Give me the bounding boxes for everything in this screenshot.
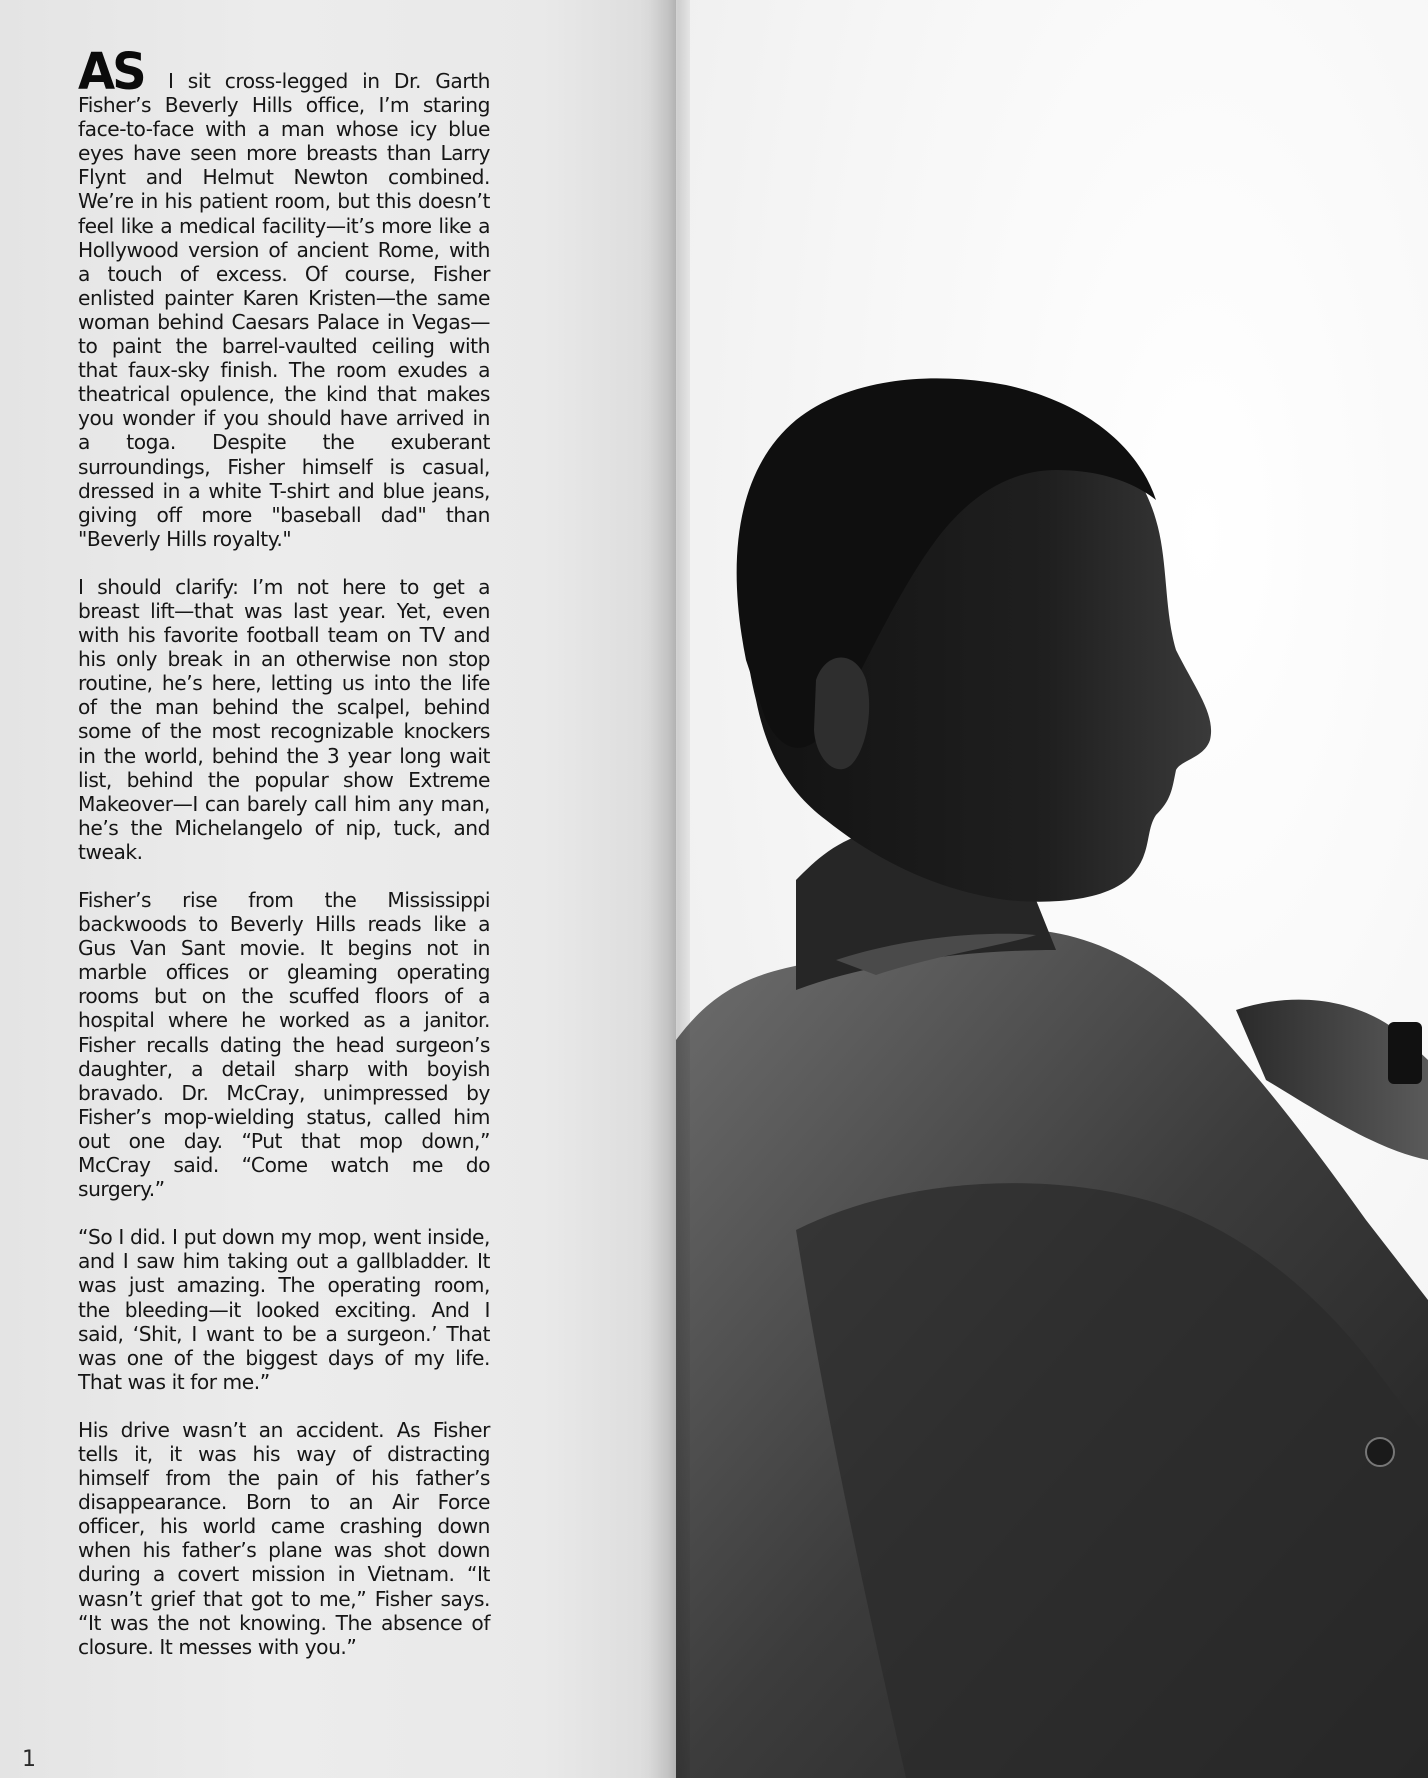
article-paragraph: His drive wasn’t an accident. As Fisher tells it, it was his way of distracting himself from the pain of his father’s disappearance. Born to an Air Force officer, his world came crashing down when his father’s plane was shot down during a covert mission in Vietnam. “It wasn’t grief that got to me,” Fisher says. “It was the not knowing. The absence of closure. It messes with you.” xyxy=(78,1417,490,1659)
page-fold-shadow xyxy=(650,0,690,1778)
article-paragraph: “So I did. I put down my mop, went inside, and I saw him taking out a gallbladder. It was just amazing. The operating room, the bleeding—it looked exciting. And I said, ‘Shit, I want to be a surgeon.’ That was one of the biggest days of my life. That was it for me.” xyxy=(78,1225,490,1394)
drop-cap: AS xyxy=(78,42,144,102)
article-body xyxy=(78,42,490,1683)
portrait-photo xyxy=(676,0,1428,1778)
man-profile-silhouette xyxy=(676,0,1428,1778)
page-number: 1 xyxy=(22,1747,36,1772)
article-paragraph: Fisher’s rise from the Mississippi backwoods to Beverly Hills reads like a Gus Van Sant movie. It begins not in marble offices or gleaming operating rooms but on the scuffed floors of a hospital where he worked as a janitor. Fisher recalls dating the head surgeon’s daughter, a detail sharp with boyish bravado. Dr. McCray, unimpressed by Fisher’s mop-wielding status, called him out one day. “Put that mop down,” McCray said. “Come watch me do surgery.” xyxy=(78,888,490,1202)
lead-paragraph xyxy=(78,42,490,551)
lead-text: I sit cross-legged in Dr. Garth Fisher’s Beverly Hills office, I’m staring face-to-face with a man whose icy blue eyes have seen more breasts than Larry Flynt and Helmut Newton combined. We’re in his patient room, but this doesn’t feel like a medical facility—it’s more like a Hollywood version of ancient Rome, with a touch of excess. Of course, Fisher enlisted painter Karen Kristen—the same woman behind Caesars Palace in Vegas—to paint the barrel-vaulted ceiling with that faux-sky finish. The room exudes a theatrical opulence, the kind that makes you wonder if you should have arrived in a toga. Despite the exuberant surroundings, Fisher himself is casual, dressed in a white T-shirt and blue jeans, giving off more "baseball dad" than "Beverly Hills royalty." xyxy=(78,69,490,551)
article-paragraph: I should clarify: I’m not here to get a breast lift—that was last year. Yet, even with his favorite football team on TV and his only break in an otherwise non stop routine, he’s here, letting us into the life of the man behind the scalpel, behind some of the most recognizable knockers in the world, behind the 3 year long wait list, behind the popular show Extreme Makeover—I can barely call him any man, he’s the Michelangelo of nip, tuck, and tweak. xyxy=(78,574,490,864)
